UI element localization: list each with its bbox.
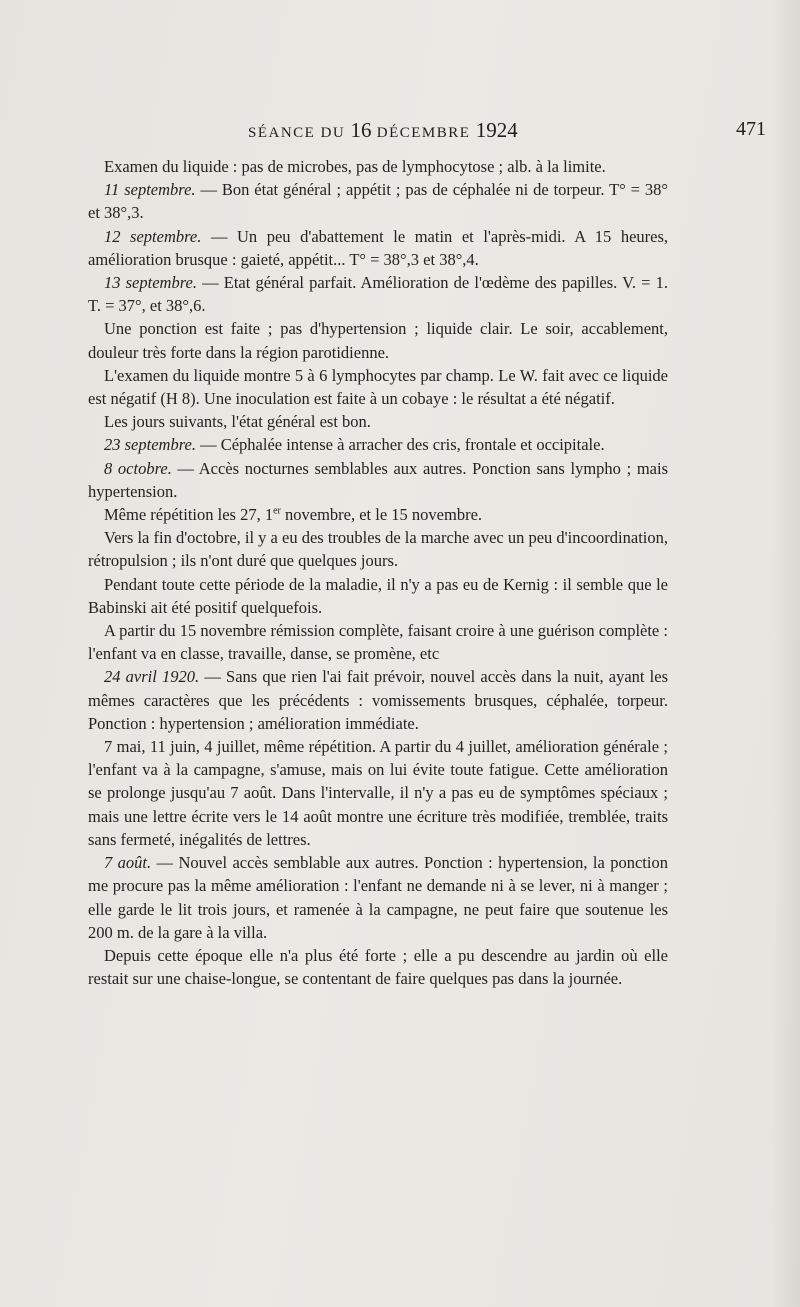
paragraph bbox=[88, 944, 668, 990]
running-header bbox=[0, 118, 800, 148]
paragraph-date: 12 septembre. bbox=[104, 226, 202, 246]
paragraph-text: Les jours suivants, l'état général est bon. bbox=[104, 412, 371, 432]
paragraph bbox=[88, 665, 668, 735]
paragraph-date: 11 septembre. bbox=[104, 180, 196, 200]
paragraph bbox=[88, 433, 668, 456]
paragraph-date: 8 octobre. bbox=[104, 458, 172, 478]
paragraph-text: — Accès nocturnes semblables aux autres. Ponction sans lympho ; mais hypertension. bbox=[88, 458, 668, 501]
paragraph bbox=[88, 735, 668, 851]
paragraph-text: Vers la fin d'octobre, il y a eu des troubles de la marche avec un peu d'incoordination, rétropulsion ; ils n'ont duré que quelques jours. bbox=[88, 528, 669, 571]
paragraph bbox=[88, 317, 668, 363]
paragraph bbox=[88, 155, 668, 178]
paragraph-text: Une ponction est faite ; pas d'hypertension ; liquide clair. Le soir, accablement, douleur très forte dans la région parotidienne. bbox=[88, 319, 668, 362]
paragraph-text: L'examen du liquide montre 5 à 6 lymphocytes par champ. Le W. fait avec ce liquide est négatif (H 8). Une inoculation est faite à un cobaye : le résultat a été négatif. bbox=[88, 365, 668, 409]
paragraph-text: — Sans que rien l'ai fait prévoir, nouvel accès dans la nuit, ayant les mêmes caractères que les précédents : vomissements brusques, céphalée, torpeur. Ponction : hypertension ; amélioration immédiate. bbox=[88, 667, 668, 733]
paragraph bbox=[88, 851, 668, 944]
body-text bbox=[88, 155, 668, 990]
paragraph-text: — Bon état général ; appétit ; pas de céphalée ni de torpeur. T° = 38° et 38°,3. bbox=[88, 180, 668, 223]
paragraph-text: Pendant toute cette période de la maladie, il n'y a pas eu de Kernig : il semble que le Babinski ait été positif quelquefois. bbox=[88, 574, 668, 617]
paragraph-date: 24 avril 1920. bbox=[104, 667, 200, 687]
header-day: 16 bbox=[350, 118, 372, 142]
paragraph-date: 7 août. bbox=[104, 853, 152, 873]
paragraph bbox=[88, 573, 668, 619]
paragraph bbox=[88, 410, 668, 433]
paragraph-text: — Céphalée intense à arracher des cris, frontale et occipitale. bbox=[195, 435, 605, 455]
paragraph bbox=[88, 526, 668, 572]
page-edge-shadow bbox=[772, 0, 800, 1307]
paragraph-text: A partir du 15 novembre rémission complète, faisant croire à une guérison complète : l'enfant va en classe, travaille, danse, se promène, etc bbox=[88, 621, 668, 664]
paragraph bbox=[88, 619, 668, 665]
header-prefix: SÉANCE DU bbox=[248, 125, 346, 141]
paragraph bbox=[88, 271, 668, 317]
paragraph-text: novembre, et le 15 novembre. bbox=[280, 505, 483, 525]
header-year: 1924 bbox=[475, 118, 518, 142]
paragraph bbox=[88, 178, 668, 224]
paragraph-date: 13 septembre. bbox=[104, 273, 197, 293]
header-month: DÉCEMBRE bbox=[376, 125, 471, 141]
paragraph bbox=[88, 457, 668, 503]
paragraph bbox=[88, 503, 668, 526]
paragraph-text: — Un peu d'abattement le matin et l'après-midi. A 15 heures, amélioration brusque : gaieté, appétit... T° = 38°,3 et 38°,4. bbox=[88, 226, 669, 269]
paragraph-text: Depuis cette époque elle n'a plus été forte ; elle a pu descendre au jardin où elle restait sur une chaise-longue, se contentant de faire quelques pas dans la journée. bbox=[88, 945, 668, 989]
paragraph bbox=[88, 225, 668, 271]
paragraph-date: 23 septembre. bbox=[104, 435, 196, 455]
paragraph-text: 7 mai, 11 juin, 4 juillet, même répétition. A partir du 4 juillet, amélioration générale ; l'enfant va à la campagne, s'amuse, mais on lui évite toute fatigue. Cette amélioration se prolonge jusqu'au 7 août. Dans l'intervalle, il n'y a pas eu de symptômes spéciaux ; mais une lettre écrite vers le 14 août montre une écriture très modifiée, tremblée, traits sans fermeté, inégalités de lettres. bbox=[88, 737, 668, 849]
paragraph-text: Examen du liquide : pas de microbes, pas de lymphocytose ; alb. à la limite. bbox=[104, 157, 606, 176]
paragraph-text: — Nouvel accès semblable aux autres. Ponction : hypertension, la ponction me procure pas la même amélioration : l'enfant ne demande ni à se lever, ni à manger ; elle garde le lit trois jours, et ramenée à la campagne, ne peut faire que soutenue les 200 m. de la gare à la villa. bbox=[88, 853, 668, 942]
page-number: 471 bbox=[736, 118, 766, 140]
superscript: er bbox=[273, 505, 281, 517]
paragraph-text: Même répétition les 27, 1 bbox=[104, 505, 274, 525]
header-title bbox=[248, 118, 518, 143]
paragraph-text: — Etat général parfait. Amélioration de l'œdème des papilles. V. = 1. T. = 37°, et 38°,6. bbox=[88, 273, 668, 316]
paragraph bbox=[88, 364, 668, 410]
